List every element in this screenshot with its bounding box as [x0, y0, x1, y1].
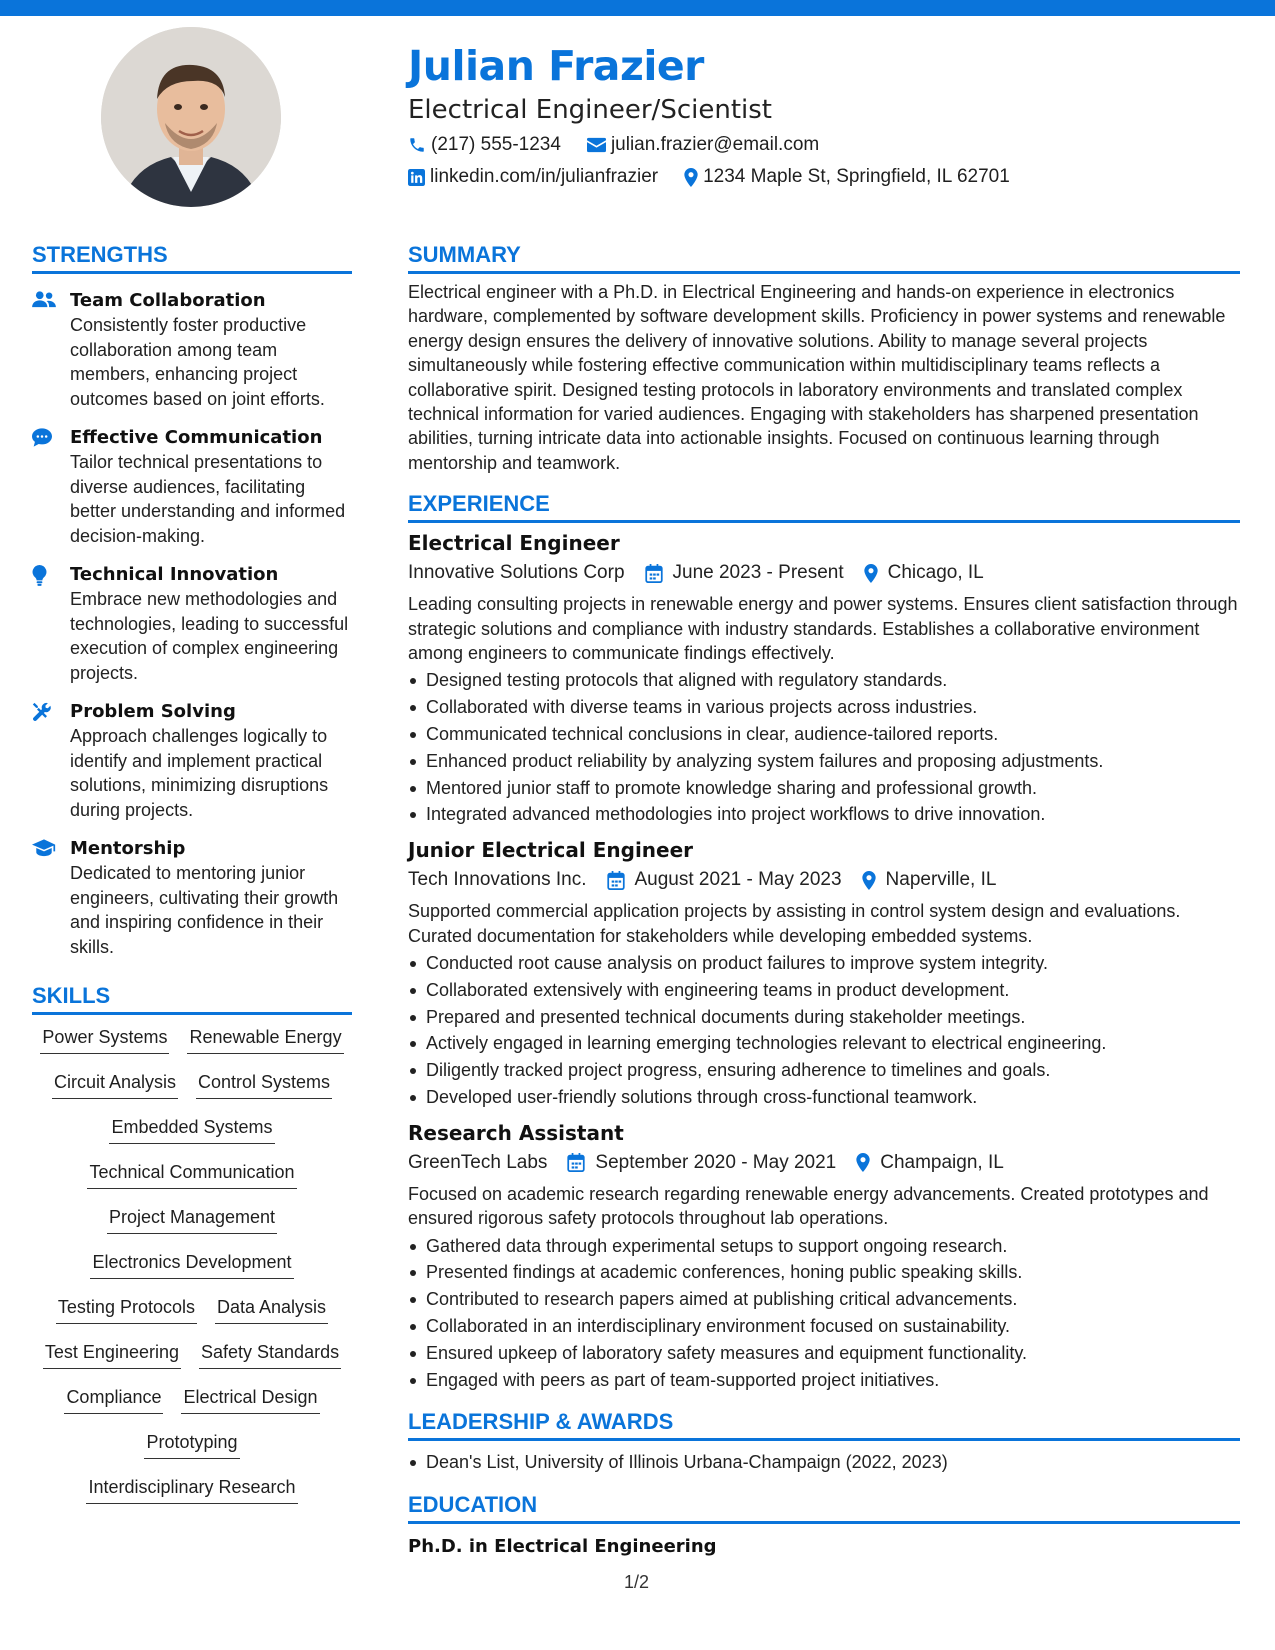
award-item: Dean's List, University of Illinois Urbana-Champaign (2022, 2023) — [408, 1449, 1240, 1476]
job-bullets — [408, 667, 1240, 828]
linkedin-text: linkedin.com/in/julianfrazier — [430, 166, 659, 187]
contact-row-primary — [408, 134, 845, 156]
right-column — [408, 242, 1240, 1557]
skill-tag: Electrical Design — [181, 1385, 319, 1414]
map-pin-icon — [684, 168, 698, 187]
job-company: Tech Innovations Inc. — [408, 869, 587, 891]
bullet-item: Communicated technical conclusions in clear, audience-tailored reports. — [408, 721, 1240, 748]
job-location-wrap — [862, 869, 997, 891]
skill-tag: Circuit Analysis — [52, 1070, 178, 1099]
graduation-cap-icon — [32, 839, 56, 857]
job-entry — [408, 531, 1240, 828]
top-accent-bar — [0, 0, 1275, 16]
job-company: Innovative Solutions Corp — [408, 562, 625, 584]
candidate-title: Electrical Engineer/Scientist — [408, 95, 772, 125]
map-pin-icon — [864, 564, 878, 583]
linkedin-contact[interactable] — [408, 166, 658, 188]
map-pin-icon — [862, 871, 876, 890]
summary-text: Electrical engineer with a Ph.D. in Electrical Engineering and hands-on experience in electronics hardware, complemented by software development skills. Proficiency in power systems and renewable energy design ensures the delivery of innovative solutions. Ability to manage several projects simultaneously while fostering effective communication within multidisciplinary teams reflects a collaborative spirit. Designed testing protocols in laboratory environments and translated complex technical information for varied audiences. Engaging with stakeholders has sharpened presentation abilities, turning intricate data into actionable insights. Focused on continuous learning through mentorship and teamwork. — [408, 282, 1226, 473]
strengths-heading: STRENGTHS — [32, 242, 352, 274]
skill-tag: Interdisciplinary Research — [86, 1475, 297, 1504]
job-dates-wrap — [567, 1152, 836, 1174]
skills-list — [32, 1025, 352, 1520]
job-bullets — [408, 1233, 1240, 1394]
bullet-item: Integrated advanced methodologies into project workflows to drive innovation. — [408, 801, 1240, 828]
skill-tag: Prototyping — [144, 1430, 239, 1459]
experience-heading: EXPERIENCE — [408, 491, 1240, 523]
lightbulb-icon — [32, 565, 47, 586]
profile-photo — [101, 27, 281, 207]
left-column — [32, 242, 352, 1520]
job-location-wrap — [864, 562, 984, 584]
candidate-name: Julian Frazier — [408, 42, 704, 90]
bullet-item: Enhanced product reliability by analyzing system failures and proposing adjustments. — [408, 748, 1240, 775]
awards-list — [408, 1449, 1240, 1476]
bullet-item: Mentored junior staff to promote knowledge sharing and professional growth. — [408, 775, 1240, 802]
skill-tag: Control Systems — [196, 1070, 332, 1099]
skills-heading: SKILLS — [32, 983, 352, 1015]
strength-desc: Approach challenges logically to identify and implement practical solutions, minimizing disruptions during projects. — [70, 726, 329, 820]
strength-desc: Embrace new methodologies and technologies, leading to successful execution of complex engineering projects. — [70, 589, 349, 683]
job-meta — [408, 1152, 1240, 1174]
job-description: Supported commercial application projects by assisting in control system design and evaluations. Curated documentation for stakeholders while developing embedded systems. — [408, 901, 1181, 946]
strength-item — [32, 288, 352, 411]
calendar-icon — [645, 564, 663, 583]
skill-tag: Testing Protocols — [56, 1295, 197, 1324]
calendar-icon — [607, 871, 625, 890]
bullet-item: Engaged with peers as part of team-supported project initiatives. — [408, 1367, 1240, 1394]
job-dates: August 2021 - May 2023 — [634, 869, 842, 891]
bullet-item: Developed user-friendly solutions through cross-functional teamwork. — [408, 1084, 1240, 1111]
strength-title: Mentorship — [70, 838, 186, 859]
bullet-item: Gathered data through experimental setups to support ongoing research. — [408, 1233, 1240, 1260]
strength-item — [32, 836, 352, 959]
job-dates: September 2020 - May 2021 — [595, 1151, 837, 1173]
bullet-item: Presented findings at academic conferences, honing public speaking skills. — [408, 1259, 1240, 1286]
job-bullets — [408, 950, 1240, 1111]
skill-tag: Electronics Development — [90, 1250, 293, 1279]
job-entry — [408, 838, 1240, 1111]
education-heading: EDUCATION — [408, 1492, 1240, 1524]
phone-text: (217) 555-1234 — [431, 134, 561, 155]
strength-desc: Tailor technical presentations to diverse audiences, facilitating better understanding and informed decision-making. — [70, 452, 346, 546]
strength-desc: Dedicated to mentoring junior engineers, cultivating their growth and inspiring confidence in their skills. — [70, 863, 339, 957]
bullet-item: Diligently tracked project progress, ensuring adherence to timelines and goals. — [408, 1057, 1240, 1084]
awards-heading: LEADERSHIP & AWARDS — [408, 1409, 1240, 1441]
address-contact — [684, 166, 1010, 188]
job-company: GreenTech Labs — [408, 1151, 548, 1173]
job-location: Champaign, IL — [880, 1151, 1004, 1173]
skill-tag: Renewable Energy — [187, 1025, 343, 1054]
envelope-icon — [587, 137, 606, 153]
job-title: Electrical Engineer — [408, 531, 620, 556]
strength-item — [32, 699, 352, 822]
bullet-item: Collaborated extensively with engineering teams in product development. — [408, 977, 1240, 1004]
job-meta — [408, 869, 1240, 891]
bullet-item: Contributed to research papers aimed at publishing critical advancements. — [408, 1286, 1240, 1313]
bullet-item: Collaborated in an interdisciplinary environment focused on sustainability. — [408, 1313, 1240, 1340]
skill-tag: Safety Standards — [199, 1340, 341, 1369]
skill-tag: Project Management — [107, 1205, 277, 1234]
job-location-wrap — [856, 1152, 1004, 1174]
skill-tag: Technical Communication — [87, 1160, 296, 1189]
summary-heading: SUMMARY — [408, 242, 1240, 274]
bullet-item: Conducted root cause analysis on product failures to improve system integrity. — [408, 950, 1240, 977]
strength-title: Technical Innovation — [70, 564, 279, 585]
page-number: 1/2 — [624, 1572, 650, 1592]
strength-title: Effective Communication — [70, 427, 323, 448]
job-description: Leading consulting projects in renewable energy and power systems. Ensures client satisfaction through strategic solutions and compliance with industry standards. Establishes a collaborative environment among engineers to communicate findings effectively. — [408, 594, 1238, 664]
email-contact[interactable] — [587, 134, 819, 156]
chat-icon — [32, 428, 52, 447]
job-dates-wrap — [645, 562, 844, 584]
users-icon — [32, 291, 56, 308]
phone-contact[interactable] — [408, 134, 561, 156]
linkedin-icon — [408, 169, 425, 186]
education-degree: Ph.D. in Electrical Engineering — [408, 1536, 717, 1558]
job-description: Focused on academic research regarding renewable energy advancements. Created prototypes and ensured rigorous safety protocols throughout lab operations. — [408, 1183, 1209, 1229]
strength-title: Team Collaboration — [70, 290, 266, 311]
map-pin-icon — [856, 1153, 870, 1172]
strength-item — [32, 562, 352, 685]
bullet-item: Designed testing protocols that aligned with regulatory standards. — [408, 667, 1240, 694]
strength-desc: Consistently foster productive collaboration among team members, enhancing project outcomes based on joint efforts. — [70, 315, 325, 409]
job-dates-wrap — [607, 869, 842, 891]
strength-item — [32, 425, 352, 548]
skill-tag: Compliance — [64, 1385, 163, 1414]
job-title: Research Assistant — [408, 1120, 624, 1145]
calendar-icon — [567, 1153, 585, 1172]
address-text: 1234 Maple St, Springfield, IL 62701 — [703, 166, 1010, 187]
job-location: Naperville, IL — [885, 869, 997, 891]
phone-icon — [408, 136, 426, 154]
skill-tag: Data Analysis — [215, 1295, 328, 1324]
job-meta — [408, 562, 1240, 584]
job-title: Junior Electrical Engineer — [408, 838, 694, 863]
skill-tag: Test Engineering — [43, 1340, 181, 1369]
bullet-item: Prepared and presented technical documents during stakeholder meetings. — [408, 1004, 1240, 1031]
contact-row-secondary — [408, 166, 1036, 188]
job-dates: June 2023 - Present — [672, 562, 844, 584]
job-location: Chicago, IL — [887, 562, 984, 584]
bullet-item: Collaborated with diverse teams in various projects across industries. — [408, 694, 1240, 721]
skill-tag: Power Systems — [40, 1025, 169, 1054]
tools-icon — [32, 702, 52, 722]
bullet-item: Actively engaged in learning emerging technologies relevant to electrical engineering. — [408, 1030, 1240, 1057]
job-entry — [408, 1121, 1240, 1394]
bullet-item: Ensured upkeep of laboratory safety measures and equipment functionality. — [408, 1340, 1240, 1367]
strength-title: Problem Solving — [70, 701, 236, 722]
skill-tag: Embedded Systems — [109, 1115, 274, 1144]
email-text: julian.frazier@email.com — [610, 134, 820, 155]
